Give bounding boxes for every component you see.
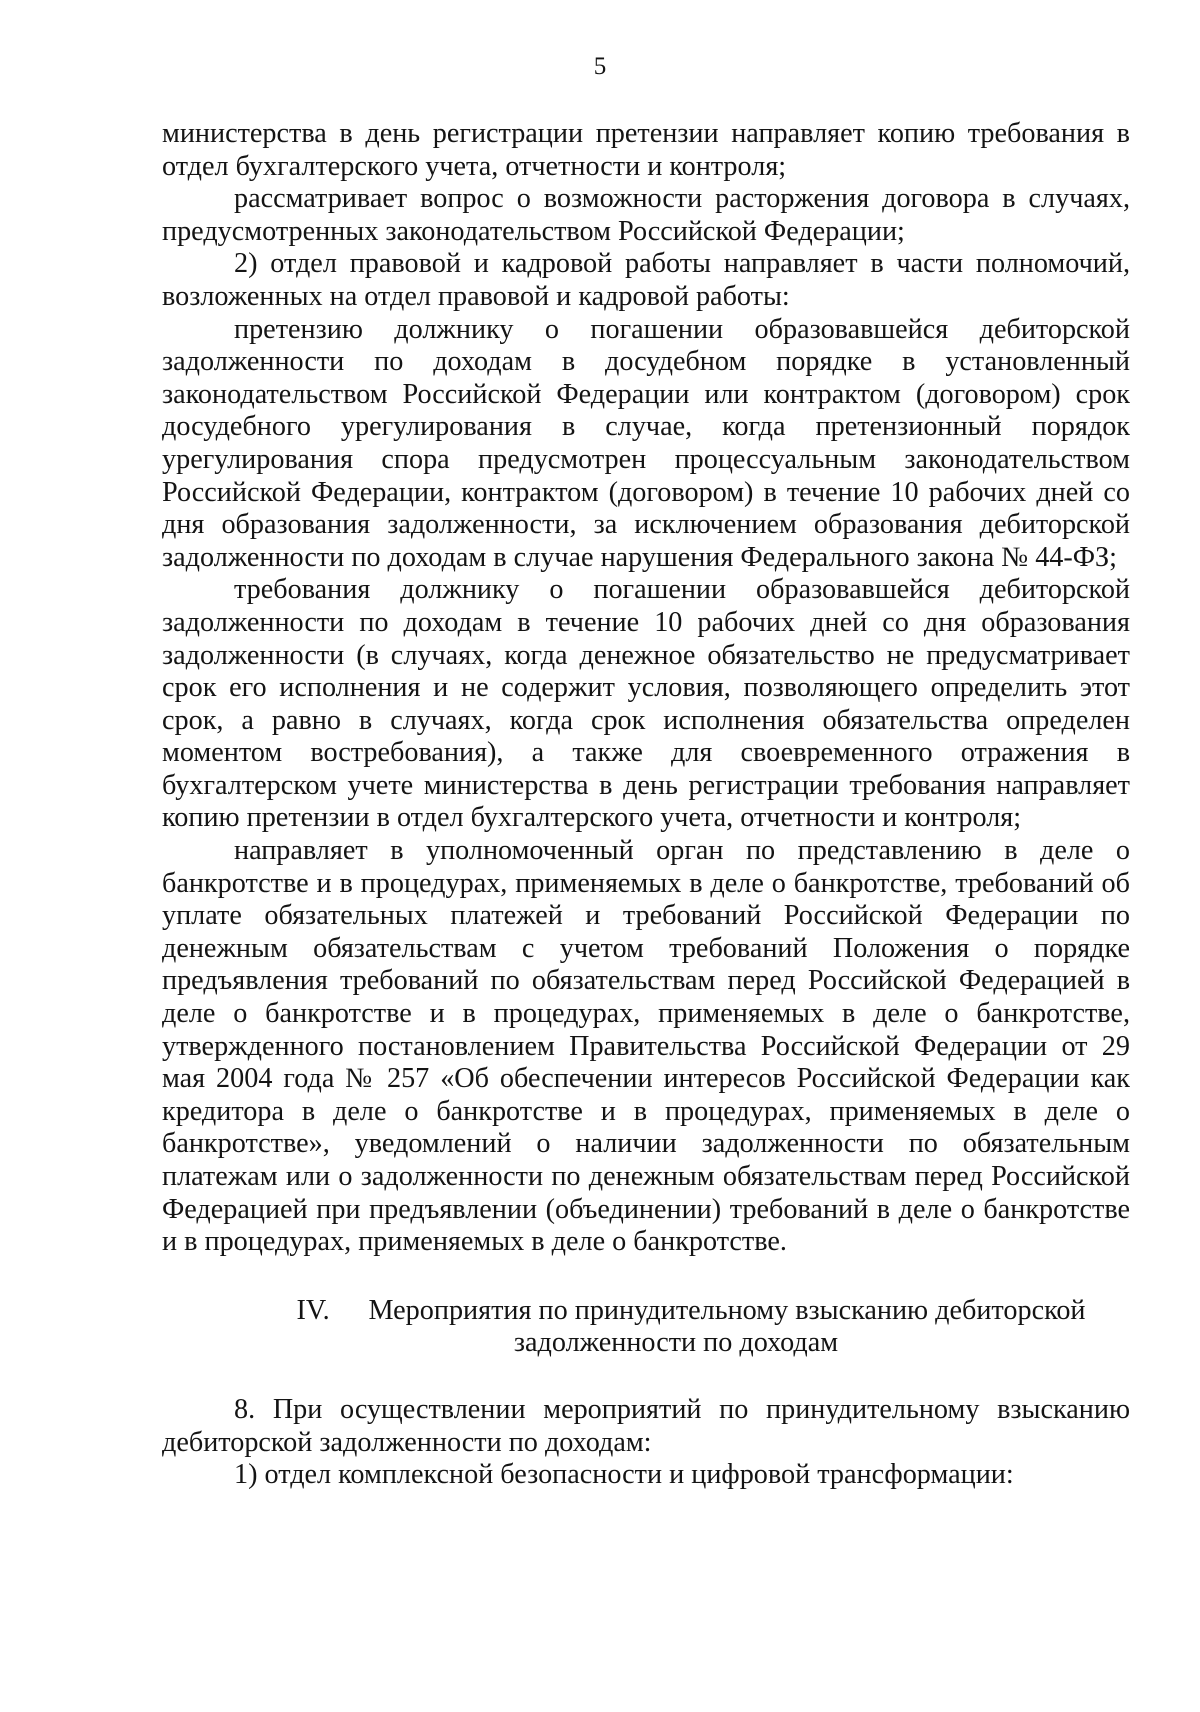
paragraph-bankruptcy: направляет в уполномоченный орган по представлению в деле о банкротстве и в процедурах, применяемых в деле о банкротстве, требований об уплате обязательных платежей и требований Российской Федерации по денежным обязательствам с учетом требований Положения о порядке предъявления требований по обязательствам перед Российской Федерацией в деле о банкротстве и в процедурах, применяемых в деле о банкротстве, утвержденного постановлением Правительства Российской Федерации от 29 мая 2004 года № 257 «Об обеспечении интересов Российской Федерации как кредитора в деле о банкротстве и в процедурах, применяемых в деле о банкротстве», уведомлений о наличии задолженности по обязательным платежам или о задолженности по денежным обязательствам перед Российской Федерацией при предъявлении (объединении) требований в деле о банкротстве и в процедурах, применяемых в деле о банкротстве. xyxy=(162,835,1130,1258)
document-body xyxy=(162,118,1130,1492)
paragraph-pretrial-claim: претензию должнику о погашении образовавшейся дебиторской задолженности по доходам в досудебном порядке в установленный законодательством Российской Федерации или контрактом (договором) срок досудебного урегулирования в случае, когда претензионный порядок урегулирования спора предусмотрен процессуальным законодательством Российской Федерации, контрактом (договором) в течение 10 рабочих дней со дня образования задолженности, за исключением образования дебиторской задолженности по доходам в случае нарушения Федерального закона № 44-ФЗ; xyxy=(162,313,1130,573)
paragraph-legal-dept: 2) отдел правовой и кадровой работы направляет в части полномочий, возложенных на отдел правовой и кадровой работы: xyxy=(162,248,1130,312)
paragraph-item-8: 8. При осуществлении мероприятий по принудительному взысканию дебиторской задолженности по доходам: xyxy=(162,1393,1130,1458)
section-title-line2: задолженности по доходам xyxy=(513,1327,839,1359)
page-number: 5 xyxy=(593,53,607,80)
paragraph-continuation: министерства в день регистрации претензии направляет копию требования в отдел бухгалтерского учета, отчетности и контроля; xyxy=(162,118,1130,182)
section-number: IV. xyxy=(296,1294,330,1326)
paragraph-contract-termination: рассматривает вопрос о возможности расторжения договора в случаях, предусмотренных законодательством Российской Федерации; xyxy=(162,183,1130,247)
paragraph-debt-demands: требования должнику о погашении образовавшейся дебиторской задолженности по доходам в течение 10 рабочих дней со дня образования задолженности (в случаях, когда денежное обязательство не предусматривает срок его исполнения и не содержит условия, позволяющего определить этот срок, а равно в случаях, когда срок исполнения обязательства определен моментом востребования), а также для своевременного отражения в бухгалтерском учете министерства в день регистрации требования направляет копию претензии в отдел бухгалтерского учета, отчетности и контроля; xyxy=(162,574,1130,834)
section-title-line1: Мероприятия по принудительному взысканию дебиторской xyxy=(368,1294,1086,1326)
section-heading xyxy=(162,1295,1130,1360)
paragraph-security-dept: 1) отдел комплексной безопасности и цифровой трансформации: xyxy=(234,1459,1014,1491)
section-heading-line1 xyxy=(162,1295,1130,1328)
